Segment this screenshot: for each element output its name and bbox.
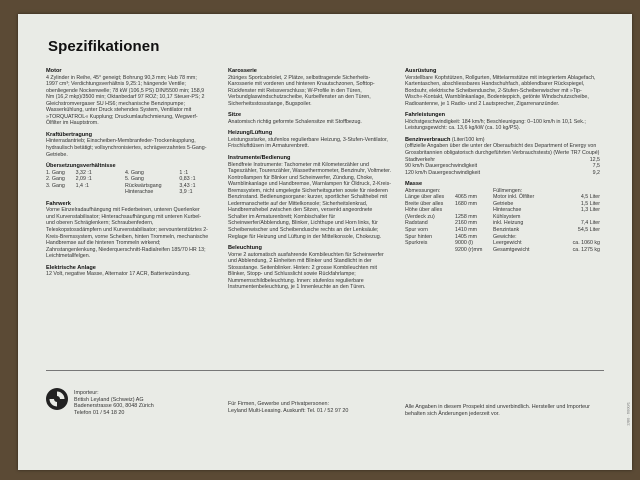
section-heading: Heizung/Lüftung	[228, 130, 273, 137]
table-cell: 7,5	[592, 163, 600, 170]
table-cell: Spur hinten	[405, 233, 433, 240]
table-cell: 1 :1	[179, 169, 189, 176]
column-left	[46, 68, 209, 283]
leasing-line: Leyland Multi-Leasing. Auskunft: Tel. 01 / 52 97 20	[228, 407, 349, 414]
table-cell: 3,43 :1	[179, 182, 196, 189]
spec-section-seats	[228, 112, 393, 125]
table-cell: Gewichte:	[493, 233, 517, 240]
table-cell: 1,5 Liter	[580, 200, 600, 207]
section-heading: Übersetzungsverhältnisse	[46, 163, 116, 170]
leasing-line: Für Firmen, Gewerbe und Privatpersonen:	[228, 401, 329, 407]
table-cell	[405, 247, 455, 254]
disclaimer: Alle Angaben in diesem Prospekt sind unverbindlich. Hersteller und Importeur behalten sich Änderungen jederzeit vor.	[405, 404, 590, 417]
column-middle	[228, 68, 393, 296]
table-cell: 1,3 Liter	[580, 207, 600, 214]
spec-section-consumption	[405, 137, 600, 176]
table-cell: Abmessungen:	[405, 187, 441, 194]
importer-name: British Leyland (Schweiz) AG	[74, 396, 144, 403]
table-cell: Radstand	[405, 220, 428, 227]
table-cell: 54,5 Liter	[577, 227, 600, 234]
table-cell: 3,32 :1	[75, 169, 92, 176]
spec-section-heating	[228, 130, 393, 150]
table-cell: 9,2	[592, 169, 600, 176]
section-heading-unit: (Liter/100 km)	[450, 136, 485, 143]
section-text: Vorne Einzelradaufhängung mit Federbeinen, unteren Querlenker und Kurvenstabilisator; Hinterachsaufhängung mit unteren Kurbel- und oberen Schräglenkern; Schraubenfedern, Teleskopstossdämpfern und Kurvenstabilisator; servounterstütztes 2-Kreis-Bremssystem, vorne Scheiben, hinten Trommeln, mechanische Handbremse auf die hinteren Trommeln wirkend; Zahnstangenlenkung, Niederquerschnitt-Radialreifen 185/70 HR 13; Leichtmetallfelgen.	[46, 207, 209, 260]
section-heading: Motor	[46, 68, 62, 74]
table-cell: 4065 mm	[455, 194, 478, 201]
spec-section-body	[228, 68, 393, 107]
section-text: 2türiges Sportcabriolet, 2 Plätze, selbsttragende Sicherheits-Karosserie mit vorderen und hinteren Knautschzonen, Softtop-Rückfenster mit Reissverschluss; W-Profile in den Türen, Verbundglaswindschutzscheibe, Kurbelfenster an den Türen, Sicherheitsstossstange, Bugspoiler.	[228, 74, 375, 107]
table-cell: Länge über alles	[405, 194, 445, 201]
section-text: (offizielle Angaben über die unter der Oberaufsicht des Department of Energy von Grossbritannien obligatorisch durchgeführten Verbrauchstests) (Werte TR7 Coupé)	[405, 143, 600, 157]
table-cell: Spurkreis	[405, 240, 428, 247]
table-cell: Stadtverkehr	[405, 156, 436, 163]
spec-section-electrics	[46, 265, 209, 278]
table-cell: 9000 (l)	[455, 240, 473, 247]
table-cell: 90 km/h Dauergeschwindigkeit	[405, 163, 478, 170]
column-right	[405, 68, 600, 258]
table-cell: 2,09 :1	[75, 176, 92, 183]
table-cell: Leergewicht	[493, 240, 522, 247]
spec-section-lighting	[228, 245, 393, 291]
section-text: Blendfreie Instrumente: Tachometer mit Kilometerzähler und Tageszähler, Tourenzähler, Wassethermometer, Benzinuhr, Voltmeter. Kontrollampen für Blinker und Scheinwerfer, Zündung, Choke, Warnblinkanlage und Handbremse, Warnlampen für Öldruck, 2-Kreis-Bremssystem, nicht umgelegte Sicherheitsgurten sowie für niederen Benzinstand. Bedienungsorgane: kurzer, sportlicher Schalthebel mit Ledermanschette auf der Mittelkonsole; Sicherheitslenkrad, Handbremshebel zwischen den Sitzen, versenkt angeordnete Schalter im Armaturenbrett; Kombischalter für Scheinwerfer/Abblendung, Blinker, Lichthupe und Horn links, für Scheibenwischer und Scheibendusche rechts an der Lenksäule; Reglage für Heizung und Lüftung in der Mittelkonsole, Chokezug.	[228, 161, 392, 240]
table-cell: Gesamtgewicht	[493, 246, 530, 253]
section-text: Anatomisch richtig geformte Schalensitze mit Stoffbezug.	[228, 118, 362, 125]
importer-label: Importeur:	[74, 390, 99, 396]
gear-ratio-table	[46, 163, 209, 196]
section-heading: Instrumente/Bedienung	[228, 155, 291, 162]
importer-phone: Telefon 01 / 54 18 20	[74, 410, 125, 417]
table-cell: Höhe über alles	[405, 207, 443, 214]
table-cell: 3. Gang	[46, 182, 65, 189]
table-cell: 1,4 :1	[75, 182, 89, 189]
table-cell: 1405 mm	[455, 233, 478, 240]
table-row	[405, 247, 600, 254]
table-cell: 2. Gang	[46, 176, 65, 183]
table-cell	[46, 189, 76, 196]
section-text: Vorne 2 automatisch ausfahrende Kombileuchten für Scheinwerfer und Abblendung, 2 Einheiten mit Blinker und Standlicht in der Stossstange. Seitenblinker. Hinten: 2 grosse Kombileuchten mit Blinker, Stopp- und Schlusslicht sowie Rückfahrlampe; Nummernschildbeleuchtung. Innen: stufenlos regulierbare Instrumentenbeleuchtung, je 1 Innenleuchte an den Türen.	[228, 251, 384, 291]
section-heading: Fahrwerk	[46, 200, 71, 207]
table-row	[405, 170, 600, 177]
table-cell: 2160 mm	[455, 220, 478, 227]
section-text: Verstellbare Kopfstützen, Rollgurten, Mittelarmstütze mit integriertem Ablagefach, Kartentaschen, abschliessbares Handschuhfach, abblendbarer Rückspiegel, Bordsuhr, elektrische Scheibendusche, 2-Stufen-Scheibenwischer mit »Tip-Wisch«-Kontakt, Warnblinkanlage, Bodenteppich, getönte Windschutzscheibe, Radioantenne, je 1 Radio- und 2 Lautsprecher, Zigarrenanzünder.	[405, 74, 596, 107]
table-cell: Hinterachse	[493, 207, 522, 214]
table-cell: ca. 1275 kg	[572, 246, 600, 253]
table-cell: 1258 mm	[455, 213, 478, 220]
table-cell: ca. 1060 kg	[572, 240, 600, 247]
table-cell: 0,83 :1	[179, 176, 196, 183]
table-cell: Hinterachse	[125, 189, 154, 196]
section-text: Höchstgeschwindigkeit: 184 km/h; Beschleunigung: 0–100 km/h in 10,1 Sek.; Leistungsgewicht: ca. 13,6 kg/kW (ca. 10 kg/PS).	[405, 118, 586, 132]
section-heading: Fahrleistungen	[405, 112, 446, 119]
table-cell: Motor inkl. Ölfilter	[493, 194, 535, 201]
table-cell: 1680 mm	[455, 200, 478, 207]
table-cell: 1. Gang	[46, 169, 65, 176]
section-text: Leistungsstarke, stufenlos regulierbare Heizung, 3-Stufen-Ventilator, Frischluftdüsen im Armaturenbrett.	[228, 136, 388, 150]
table-row	[46, 189, 209, 196]
table-cell: 3,9 :1	[179, 189, 193, 196]
section-text: 4 Zylinder in Reihe, 45° geneigt; Bohrung 90,3 mm; Hub 78 mm; 1997 cm³; Verdichtungsverhältnis 9,25:1; hängende Ventile; obenliegende Nockenwelle; 78 kW (106,5 PS) DIN/5500 min; 158,9 Nm (16,2 mkp)/3500 min; Oktanbedarf 97 ROZ; 10,17 Steuer-PS; 2 Gleichstromvergaser SU HS6; mechanische Benzinpumpe; Wasserkühlung, unter Druck stehendes System, Ventilator mit »TORQUATROL« Kupplung; Druckumlaufschmierung, Wegwerf-Ölfilter im Hauptstrom.	[46, 74, 205, 127]
spec-section-motor	[46, 68, 209, 127]
table-cell: Rückwärtsgang	[125, 182, 162, 189]
spec-section-chassis	[46, 201, 209, 260]
table-cell: 12,5	[589, 156, 600, 163]
table-cell: Kühlsystem	[493, 213, 521, 220]
table-cell: Benzintank	[493, 227, 520, 234]
table-cell: 120 km/h Dauergeschwindigkeit	[405, 169, 481, 176]
section-heading: Ausrüstung	[405, 68, 437, 74]
leasing-info	[228, 401, 398, 414]
section-heading: Karosserie	[228, 68, 257, 74]
table-cell: 1410 mm	[455, 227, 478, 234]
section-text: 12 Volt, negative Masse, Alternator 17 ACR, Batteriezündung.	[46, 271, 191, 278]
table-cell: 4,5 Liter	[580, 194, 600, 201]
table-cell: Füllmengen:	[493, 187, 523, 194]
brochure-page	[18, 14, 632, 470]
footer-divider	[46, 370, 604, 371]
british-leyland-logo-icon	[46, 388, 68, 410]
section-heading: Beleuchtung	[228, 245, 262, 252]
table-cell: 4. Gang	[125, 169, 144, 176]
table-cell: (Verdeck zu)	[405, 213, 435, 220]
print-code: 2/80 · 6000/1	[626, 402, 631, 426]
table-cell	[76, 189, 125, 196]
section-heading: Masse	[405, 181, 423, 188]
table-cell: inkl. Heizung	[493, 220, 524, 227]
spec-section-dimensions	[405, 181, 600, 253]
section-heading: Benzinverbrauch	[405, 136, 451, 143]
spec-section-transmission	[46, 132, 209, 158]
importer-address: Badenerstrasse 600, 8048 Zürich	[74, 403, 154, 410]
spec-section-equipment	[405, 68, 600, 107]
section-text: Hinterradantrieb; Einscheiben-Membranfeder-Trockenkupplung, hydraulisch betätigt; vollsynchronisiertes, schrägverzahntes 5-Gang-Getriebe.	[46, 138, 207, 158]
table-cell: Spur vorn	[405, 227, 428, 234]
table-cell: 5. Gang	[125, 176, 144, 183]
table-cell: Breite über alles	[405, 200, 444, 207]
page-title: Spezifikationen	[48, 38, 160, 55]
section-heading: Elektrische Anlage	[46, 264, 96, 271]
importer-info	[74, 390, 224, 417]
spec-section-instruments	[228, 155, 393, 240]
spec-section-performance	[405, 112, 600, 132]
table-cell: Getriebe	[493, 200, 514, 207]
table-cell: 9200 (r)mm	[455, 246, 483, 253]
table-cell: 7,4 Liter	[580, 220, 600, 227]
section-heading: Kraftübertragung	[46, 131, 92, 138]
section-heading: Sitze	[228, 112, 242, 119]
